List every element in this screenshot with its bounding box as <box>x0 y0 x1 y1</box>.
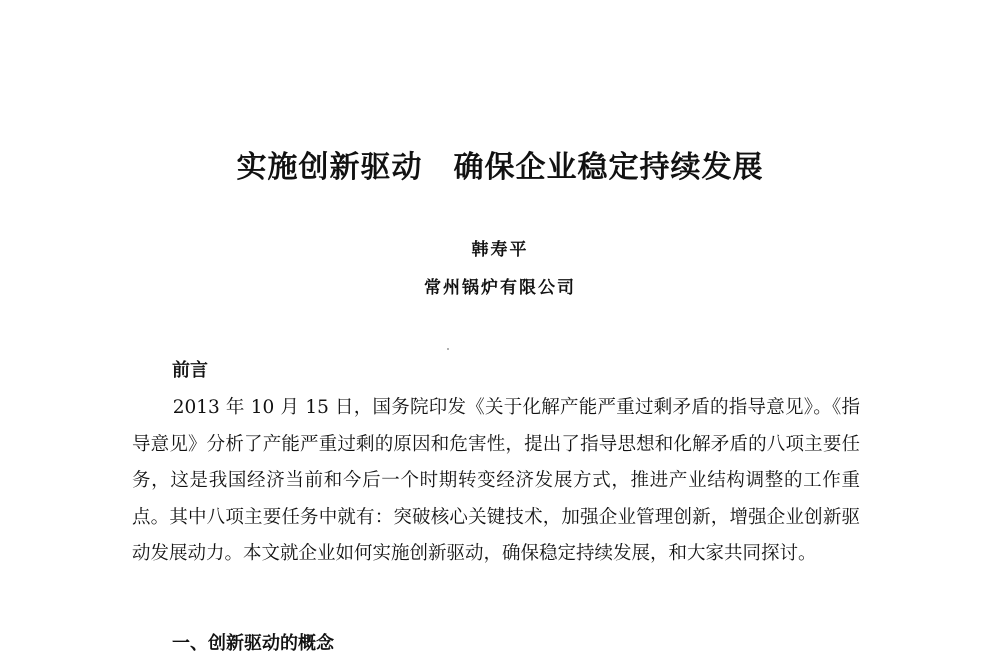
scan-speck <box>447 348 449 350</box>
preface-paragraph: 2013 年 10 月 15 日，国务院印发《关于化解产能严重过剩矛盾的指导意见》。《指导意见》分析了产能严重过剩的原因和危害性，提出了指导思想和化解矛盾的八项主要任务，这是我国经济当前和今后一个时期转变经济发展方式，推进产业结构调整的工作重点。其中八项主要任务中就有：突破核心关键技术，加强企业管理创新，增强企业创新驱动发展动力。本文就企业如何实施创新驱动，确保稳定持续发展，和大家共同探讨。 <box>132 397 860 564</box>
subheading-innovation-concept: 一、创新驱动的概念 <box>172 633 334 654</box>
author-affiliation: 常州锅炉有限公司 <box>424 278 576 298</box>
author-name: 韩寿平 <box>471 240 529 260</box>
section-heading-preface: 前言 <box>172 360 208 381</box>
article-title: 实施创新驱动 确保企业稳定持续发展 <box>236 150 764 185</box>
